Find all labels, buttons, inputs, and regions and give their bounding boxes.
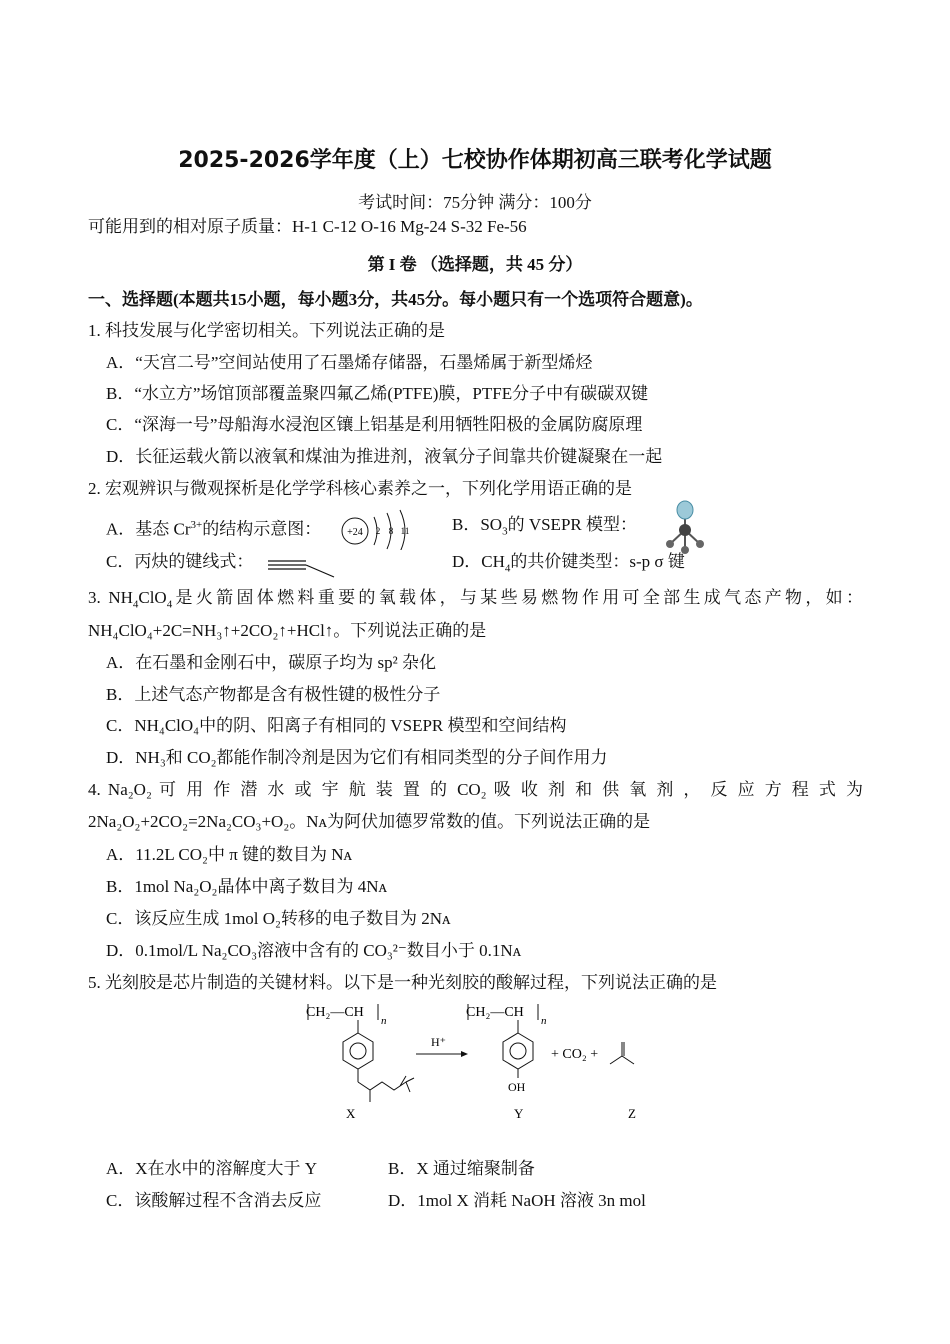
q2-a-suffix: 的结构示意图： [202, 519, 322, 539]
outer-atom-left [666, 540, 674, 548]
q5-option-b: B．X 通过缩聚制备 [388, 1159, 535, 1178]
reaction-arrowhead [461, 1051, 468, 1057]
q5-option-c: C．该酸解过程不含消去反应 [106, 1191, 322, 1210]
q4-option-d: D．0.1mol/L Na₂CO₃溶液中含有的 CO₃²⁻数目小于 0.1Nᴀ [106, 941, 522, 960]
shell-count-2: 8 [388, 526, 394, 536]
section-header: 第 I 卷 （选择题，共 45 分） [367, 255, 583, 274]
q1-option-c: C．“深海一号”母船海水浸泡区镶上铝基是利用牺牲阳极的金属防腐原理 [106, 415, 643, 434]
q2-d-suffix: 的共价键类型：s-p σ 键 [510, 552, 685, 571]
q2-option-a [106, 514, 321, 541]
photoresist-reaction-scheme [296, 998, 656, 1128]
catalyst-label: H⁺ [431, 1035, 446, 1049]
q3-option-c: C．NH₄ClO₄中的阴、阳离子有相同的 VSEPR 模型和空间结构 [106, 716, 567, 735]
single-bond [306, 565, 334, 577]
q3-option-a: A．在石墨和金刚石中，碳原子均为 sp² 杂化 [106, 653, 436, 672]
q3-stem-line2: NH₄ClO₄+2C=NH₃↑+2CO₂↑+HCl↑。下列说法正确的是 [88, 621, 487, 640]
q2-option-c: C．丙炔的键线式： [106, 552, 254, 571]
q2-b-suffix: 的 VSEPR 模型： [507, 515, 637, 534]
q2-a-prefix: A．基态 Cr [106, 519, 191, 539]
q3-stem-sub2: 4 [166, 598, 173, 611]
propyne-bond-line [266, 553, 338, 579]
label-z: Z [628, 1106, 636, 1121]
q2-a-sup: 3+ [190, 519, 203, 531]
q3-stem-c: 是火箭固体燃料重要的氧载体，与某些易燃物作用可全部生成气态产物，如： [172, 588, 863, 607]
q5-option-a: A．X在水中的溶解度大于 Y [106, 1159, 318, 1178]
q5-stem: 5. 光刻胶是芯片制造的关键材料。以下是一种光刻胶的酸解过程，下列说法正确的是 [88, 973, 717, 992]
q2-b-sub: 3 [502, 525, 508, 538]
q4-stem-line1: 4. Na₂O₂ 可 用 作 潜 水 或 宇 航 装 置 的 CO₂ 吸 收 剂 和 供 氧 剂 ， 反 应 方 程 式 为 [88, 780, 863, 799]
x-subscript-n: n [381, 1015, 387, 1027]
q3-option-d: D．NH₃和 CO₂都能作制冷剂是因为它们有相同类型的分子间作用力 [106, 748, 608, 767]
part-one-header: 一、选择题(本题共15小题，每小题3分，共45分。每小题只有一个选项符合题意)。 [88, 290, 703, 309]
x-aromatic-circle [350, 1043, 366, 1059]
exam-info: 考试时间：75分钟 满分：100分 [358, 193, 592, 212]
q2-d-prefix: D．CH [452, 552, 505, 571]
q3-option-b: B．上述气态产物都是含有极性键的极性分子 [106, 685, 441, 704]
q2-option-b [452, 514, 637, 542]
shell-count-3: 11 [400, 526, 410, 536]
q3-stem-b: ClO [138, 588, 167, 607]
cr3-structure-diagram [340, 508, 420, 550]
q1-stem: 1. 科技发展与化学密切相关。下列说法正确的是 [88, 321, 445, 340]
y-polymer-unit: CH₂—CH [466, 1005, 524, 1020]
q1-option-b: B．“水立方”场馆顶部覆盖聚四氟乙烯(PTFE)膜，PTFE分子中有碳碳双键 [106, 384, 649, 403]
lone-pair-lobe [677, 501, 693, 519]
so3-vsepr-model [660, 500, 710, 556]
q3-stem-line1 [88, 587, 863, 615]
page-title: 2025-2026学年度（上）七校协作体期初高三联考化学试题 [178, 148, 772, 173]
x-benzene-ring [343, 1033, 373, 1069]
shell-count-1: 2 [375, 526, 381, 536]
q3-stem-sub1: 4 [132, 598, 139, 611]
label-x: X [346, 1106, 356, 1121]
label-y: Y [514, 1106, 524, 1121]
q2-b-prefix: B．SO [452, 515, 503, 534]
q4-option-b: B．1mol Na₂O₂晶体中离子数目为 4Nᴀ [106, 877, 388, 896]
y-benzene-ring [503, 1033, 533, 1069]
z-isobutene [610, 1042, 634, 1064]
q2-option-d [452, 551, 685, 579]
x-boc-group [358, 1076, 414, 1092]
q2-stem: 2. 宏观辨识与微观探析是化学学科核心素养之一，下列化学用语正确的是 [88, 479, 632, 498]
x-polymer-unit: CH₂—CH [306, 1005, 364, 1020]
q5-option-d: D．1mol X 消耗 NaOH 溶液 3n mol [388, 1191, 646, 1210]
outer-atom-right [696, 540, 704, 548]
central-atom [679, 524, 691, 536]
y-oh-group: OH [508, 1080, 526, 1094]
q4-stem-line2: 2Na₂O₂+2CO₂=2Na₂CO₃+O₂。Nᴀ为阿伏加德罗常数的值。下列说法正确的是 [88, 812, 651, 831]
q2-d-sub: 4 [504, 562, 511, 575]
q4-option-c: C．该反应生成 1mol O₂转移的电子数目为 2Nᴀ [106, 909, 451, 928]
nucleus-charge: +24 [347, 527, 363, 538]
q1-option-d: D．长征运载火箭以液氧和煤油为推进剂，液氧分子间靠共价键凝聚在一起 [106, 447, 663, 466]
q1-option-a: A．“天宫二号”空间站使用了石墨烯存储器，石墨烯属于新型烯烃 [106, 353, 593, 372]
y-aromatic-circle [510, 1043, 526, 1059]
q4-option-a: A．11.2L CO₂中 π 键的数目为 Nᴀ [106, 845, 353, 864]
y-subscript-n: n [541, 1015, 547, 1027]
plus-co2: + CO₂ + [551, 1047, 599, 1062]
q3-stem-a: 3. NH [88, 588, 133, 607]
atomic-masses: 可能用到的相对原子质量：H-1 C-12 O-16 Mg-24 S-32 Fe-56 [88, 217, 527, 236]
